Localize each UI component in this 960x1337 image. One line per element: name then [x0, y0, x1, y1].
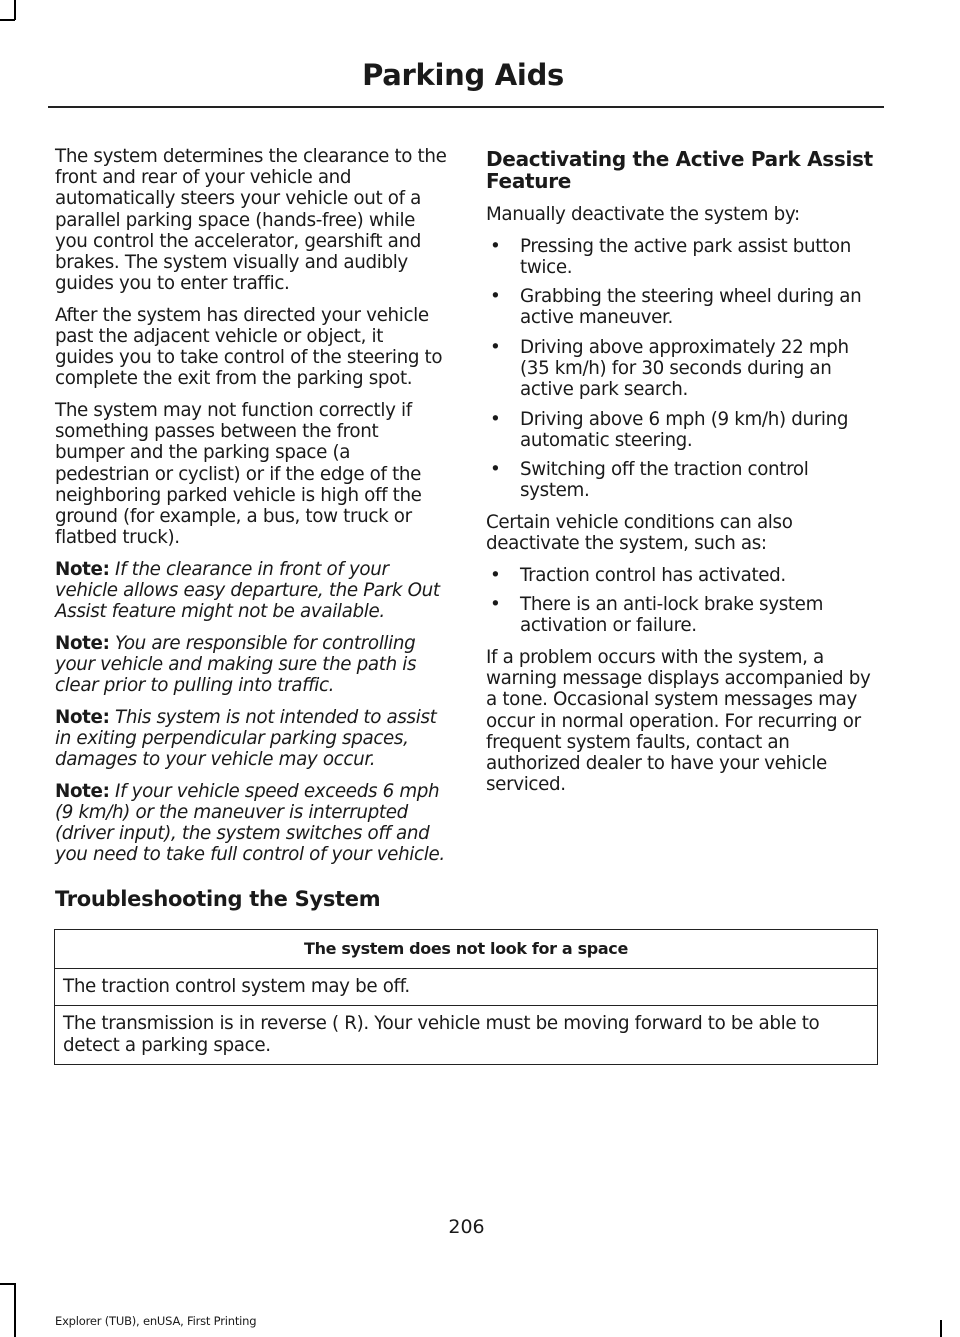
note: [55, 781, 447, 866]
note: [55, 633, 447, 697]
note-label: Note:: [55, 632, 110, 654]
conditions-list: [486, 565, 878, 637]
table-row: [55, 969, 878, 1006]
bullet-glyph: •: [490, 336, 501, 358]
right-column: [486, 146, 878, 806]
crop-mark: [14, 0, 16, 20]
list-item-text: Grabbing the steering wheel during an active maneuver.: [520, 286, 862, 329]
note-text: If your vehicle speed exceeds 6 mph (9 km/h) or the maneuver is interrupted (driver input), the system switches off and you need to take full control of your vehicle.: [55, 780, 445, 866]
crop-mark: [0, 19, 15, 21]
body-paragraph: After the system has directed your vehicle past the adjacent vehicle or object, it guides you to take control of the steering to complete the exit from the parking spot.: [55, 304, 443, 390]
note-text: You are responsible for controlling your vehicle and making sure the path is clear prior to pulling into traffic.: [55, 632, 417, 697]
page-header-title: Parking Aids: [362, 58, 564, 92]
note-label: Note:: [55, 780, 110, 802]
note: [55, 707, 447, 771]
footer-text: Explorer (TUB), enUSA, First Printing: [55, 1314, 257, 1328]
note: [55, 559, 447, 623]
troubleshooting-title: Troubleshooting the System: [55, 887, 381, 911]
list-item-text: Pressing the active park assist button twice.: [520, 235, 851, 278]
list-item-text: Switching off the traction control system.: [520, 459, 809, 502]
list-item-text: There is an anti-lock brake system activation or failure.: [520, 594, 824, 637]
list-item-text: Driving above 6 mph (9 km/h) during automatic steering.: [520, 408, 849, 451]
troubleshooting-table: [54, 929, 878, 1065]
bullet-glyph: •: [490, 286, 501, 308]
deactivation-list: [486, 236, 878, 502]
list-item: [486, 236, 878, 278]
note-text: This system is not intended to assist in exiting perpendicular parking spaces, damages to your vehicle may occur.: [55, 706, 437, 771]
list-item: [486, 565, 878, 586]
note-label: Note:: [55, 706, 110, 728]
page-number: 206: [448, 1216, 485, 1238]
body-paragraph: If a problem occurs with the system, a warning message displays accompanied by a tone. Occasional system messages may occur in normal operation. For recurring or frequent system faults, contact an authorized dealer to have your vehicle serviced.: [486, 646, 871, 796]
body-paragraph: Manually deactivate the system by:: [486, 204, 800, 225]
body-paragraph: The system determines the clearance to the front and rear of your vehicle and automatically steers your vehicle out of a parallel parking space (hands-free) while you control the accelerator, gearshift and brakes. The system visually and audibly guides you to enter traffic.: [55, 146, 447, 295]
body-paragraph: The system may not function correctly if something passes between the front bumper and the parking space (a pedestrian or cyclist) or if the edge of the neighboring parked vehicle is high off the ground (for example, a bus, tow truck or flatbed truck).: [55, 400, 422, 549]
crop-mark: [14, 1283, 16, 1337]
table-cell: The traction control system may be off.: [55, 969, 878, 1006]
list-item: [486, 594, 878, 636]
header-divider: [48, 106, 884, 108]
list-item: [486, 337, 878, 401]
bullet-glyph: •: [490, 594, 501, 616]
bullet-glyph: •: [490, 235, 501, 257]
list-item-text: Traction control has activated.: [520, 564, 786, 586]
note-label: Note:: [55, 558, 110, 580]
list-item: [486, 459, 878, 501]
table-header-row: [55, 930, 878, 969]
table-row: [55, 1006, 878, 1064]
bullet-glyph: •: [490, 408, 501, 430]
table-header-cell: The system does not look for a space: [55, 930, 878, 969]
list-item: [486, 409, 878, 451]
note-text: If the clearance in front of your vehicle allows easy departure, the Park Out Assist feature might not be available.: [55, 558, 440, 623]
bullet-glyph: •: [490, 564, 501, 586]
bullet-glyph: •: [490, 459, 501, 481]
list-item: [486, 286, 878, 328]
body-paragraph: Certain vehicle conditions can also deactivate the system, such as:: [486, 511, 793, 555]
table-cell: The transmission is in reverse ( R). Your vehicle must be moving forward to be able to detect a parking space.: [55, 1006, 878, 1064]
crop-mark: [0, 1283, 15, 1285]
section-title: Deactivating the Active Park Assist Feature: [486, 147, 873, 193]
crop-mark: [940, 1320, 942, 1337]
list-item-text: Driving above approximately 22 mph (35 km/h) for 30 seconds during an active park search.: [520, 336, 849, 401]
left-column: [55, 146, 447, 876]
